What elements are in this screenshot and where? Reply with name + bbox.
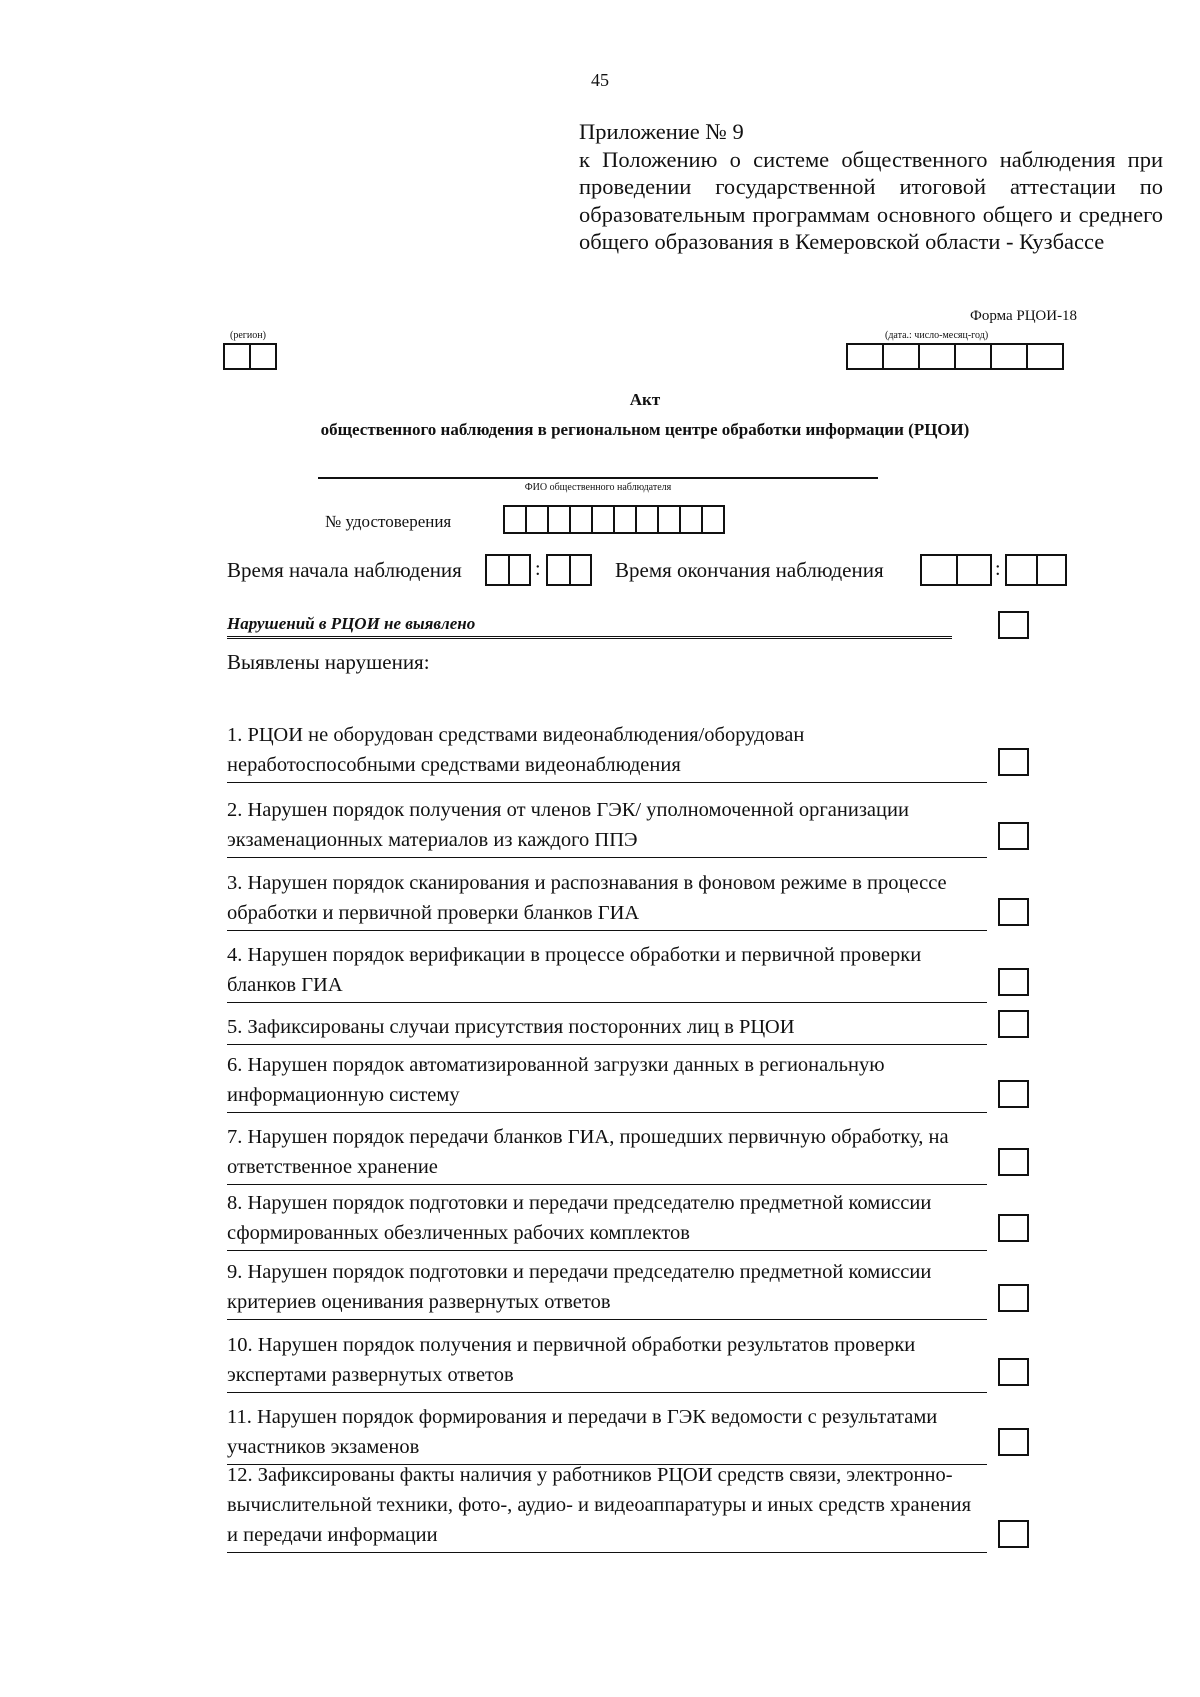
time-start-colon: : — [535, 558, 541, 580]
violation-item — [227, 720, 987, 780]
violation-item-text: 1. РЦОИ не оборудован средствами видеонаблюдения/оборудован неработоспособными средствами видеонаблюдения — [227, 724, 805, 776]
violation-item-underline — [227, 1250, 987, 1251]
no-violations-label: Нарушений в РЦОИ не выявлено — [227, 614, 476, 633]
date-digit-box[interactable] — [920, 343, 956, 370]
violation-checkbox[interactable] — [998, 748, 1029, 776]
violation-checkbox[interactable] — [998, 1148, 1029, 1176]
certificate-digit-box[interactable] — [527, 505, 549, 534]
violation-item-text: 3. Нарушен порядок сканирования и распознавания в фоновом режиме в процессе обработки и первичной проверки бланков ГИА — [227, 872, 947, 924]
violation-item — [227, 1012, 987, 1042]
page-number: 45 — [591, 70, 609, 90]
violation-item — [227, 1050, 987, 1110]
violation-item-text: 10. Нарушен порядок получения и первичной обработки результатов проверки экспертами развернутых ответов — [227, 1334, 916, 1386]
violation-item-underline — [227, 782, 987, 783]
form-code: Форма РЦОИ-18 — [970, 308, 1078, 324]
date-digit-box[interactable] — [992, 343, 1028, 370]
found-violations-label: Выявлены нарушения: — [227, 650, 430, 674]
violation-checkbox[interactable] — [998, 1080, 1029, 1108]
region-code-boxes[interactable] — [223, 343, 277, 370]
violation-item-text: 11. Нарушен порядок формирования и передачи в ГЭК ведомости с результатами участников экзаменов — [227, 1406, 938, 1458]
violation-item-text: 6. Нарушен порядок автоматизированной загрузки данных в региональную информационную систему — [227, 1054, 885, 1106]
appendix-title: Приложение № 9 — [579, 119, 744, 144]
date-digit-box[interactable] — [884, 343, 920, 370]
time-start-minutes-box[interactable] — [546, 554, 592, 586]
region-label: (регион) — [230, 330, 266, 341]
date-boxes[interactable] — [846, 343, 1064, 370]
certificate-digit-box[interactable] — [659, 505, 681, 534]
violation-item-text: 4. Нарушен порядок верификации в процессе обработки и первичной проверки бланков ГИА — [227, 944, 922, 996]
violation-item-underline — [227, 1319, 987, 1320]
time-end-minutes-box[interactable] — [1005, 554, 1067, 586]
violation-item-underline — [227, 930, 987, 931]
violation-item-text: 9. Нарушен порядок подготовки и передачи председателю предметной комиссии критериев оценивания развернутых ответов — [227, 1261, 932, 1313]
time-start-hours-box[interactable] — [485, 554, 531, 586]
certificate-digit-box[interactable] — [505, 505, 527, 534]
violation-checkbox[interactable] — [998, 822, 1029, 850]
certificate-digit-box[interactable] — [549, 505, 571, 534]
act-subtitle: общественного наблюдения в региональном центре обработки информации (РЦОИ) — [320, 420, 970, 439]
violation-checkbox[interactable] — [998, 1520, 1029, 1548]
time-end-label: Время окончания наблюдения — [615, 558, 884, 582]
date-label: (дата.: число-месяц-год) — [885, 330, 989, 341]
violation-item — [227, 1122, 987, 1182]
time-end-hours-box[interactable] — [920, 554, 992, 586]
violation-item-text: 12. Зафиксированы факты наличия у работников РЦОИ средств связи, электронно-вычислительной техники, фото-, аудио- и видеоаппаратуры и иных средств хранения и передачи информации — [227, 1464, 972, 1546]
violation-item — [227, 1330, 987, 1390]
act-title: Акт — [629, 390, 661, 409]
violation-item-underline — [227, 1044, 987, 1045]
no-violations-line — [227, 636, 952, 642]
violation-item — [227, 1257, 987, 1317]
violation-item-text: 5. Зафиксированы случаи присутствия посторонних лиц в РЦОИ — [227, 1016, 795, 1038]
violation-checkbox[interactable] — [998, 898, 1029, 926]
violation-checkbox[interactable] — [998, 1358, 1029, 1386]
date-digit-box[interactable] — [956, 343, 992, 370]
date-digit-box[interactable] — [848, 343, 884, 370]
certificate-digit-box[interactable] — [593, 505, 615, 534]
certificate-digit-box[interactable] — [681, 505, 703, 534]
violation-item-underline — [227, 1552, 987, 1553]
violation-item — [227, 940, 987, 1000]
certificate-label: № удостоверения — [325, 512, 452, 531]
violation-item — [227, 1188, 987, 1248]
violation-item-text: 7. Нарушен порядок передачи бланков ГИА, прошедших первичную обработку, на ответственное хранение — [227, 1126, 949, 1178]
region-digit-box[interactable] — [225, 343, 251, 370]
fio-label: ФИО общественного наблюдателя — [524, 482, 672, 493]
violation-item-underline — [227, 1184, 987, 1185]
violation-item — [227, 868, 987, 928]
certificate-digit-box[interactable] — [571, 505, 593, 534]
violation-item — [227, 1460, 987, 1550]
certificate-boxes[interactable] — [503, 505, 725, 534]
violation-item-text: 8. Нарушен порядок подготовки и передачи председателю предметной комиссии сформированных обезличенных рабочих комплектов — [227, 1192, 932, 1244]
appendix-header — [579, 118, 1163, 256]
violation-item-underline — [227, 1112, 987, 1113]
region-digit-box[interactable] — [251, 343, 277, 370]
violation-checkbox[interactable] — [998, 968, 1029, 996]
violation-item-underline — [227, 1392, 987, 1393]
violation-checkbox[interactable] — [998, 1428, 1029, 1456]
violation-checkbox[interactable] — [998, 1284, 1029, 1312]
time-end-colon: : — [995, 558, 1001, 580]
certificate-digit-box[interactable] — [615, 505, 637, 534]
certificate-digit-box[interactable] — [637, 505, 659, 534]
date-digit-box[interactable] — [1028, 343, 1064, 370]
violation-item — [227, 795, 987, 855]
violation-item-underline — [227, 1002, 987, 1003]
violation-item-underline — [227, 857, 987, 858]
appendix-text: к Положению о системе общественного наблюдения при проведении государственной итоговой аттестации по образовательным программам основного общего и среднего общего образования в Кемеровской области - Кузбассе — [579, 146, 1163, 254]
time-start-label: Время начала наблюдения — [227, 558, 462, 582]
certificate-digit-box[interactable] — [703, 505, 725, 534]
no-violations-checkbox[interactable] — [998, 611, 1029, 639]
violation-item-text: 2. Нарушен порядок получения от членов ГЭК/ уполномоченной организации экзаменационных материалов из каждого ППЭ — [227, 799, 909, 851]
violation-item — [227, 1402, 987, 1462]
violation-checkbox[interactable] — [998, 1010, 1029, 1038]
violation-checkbox[interactable] — [998, 1214, 1029, 1242]
fio-input-line[interactable] — [318, 477, 878, 479]
